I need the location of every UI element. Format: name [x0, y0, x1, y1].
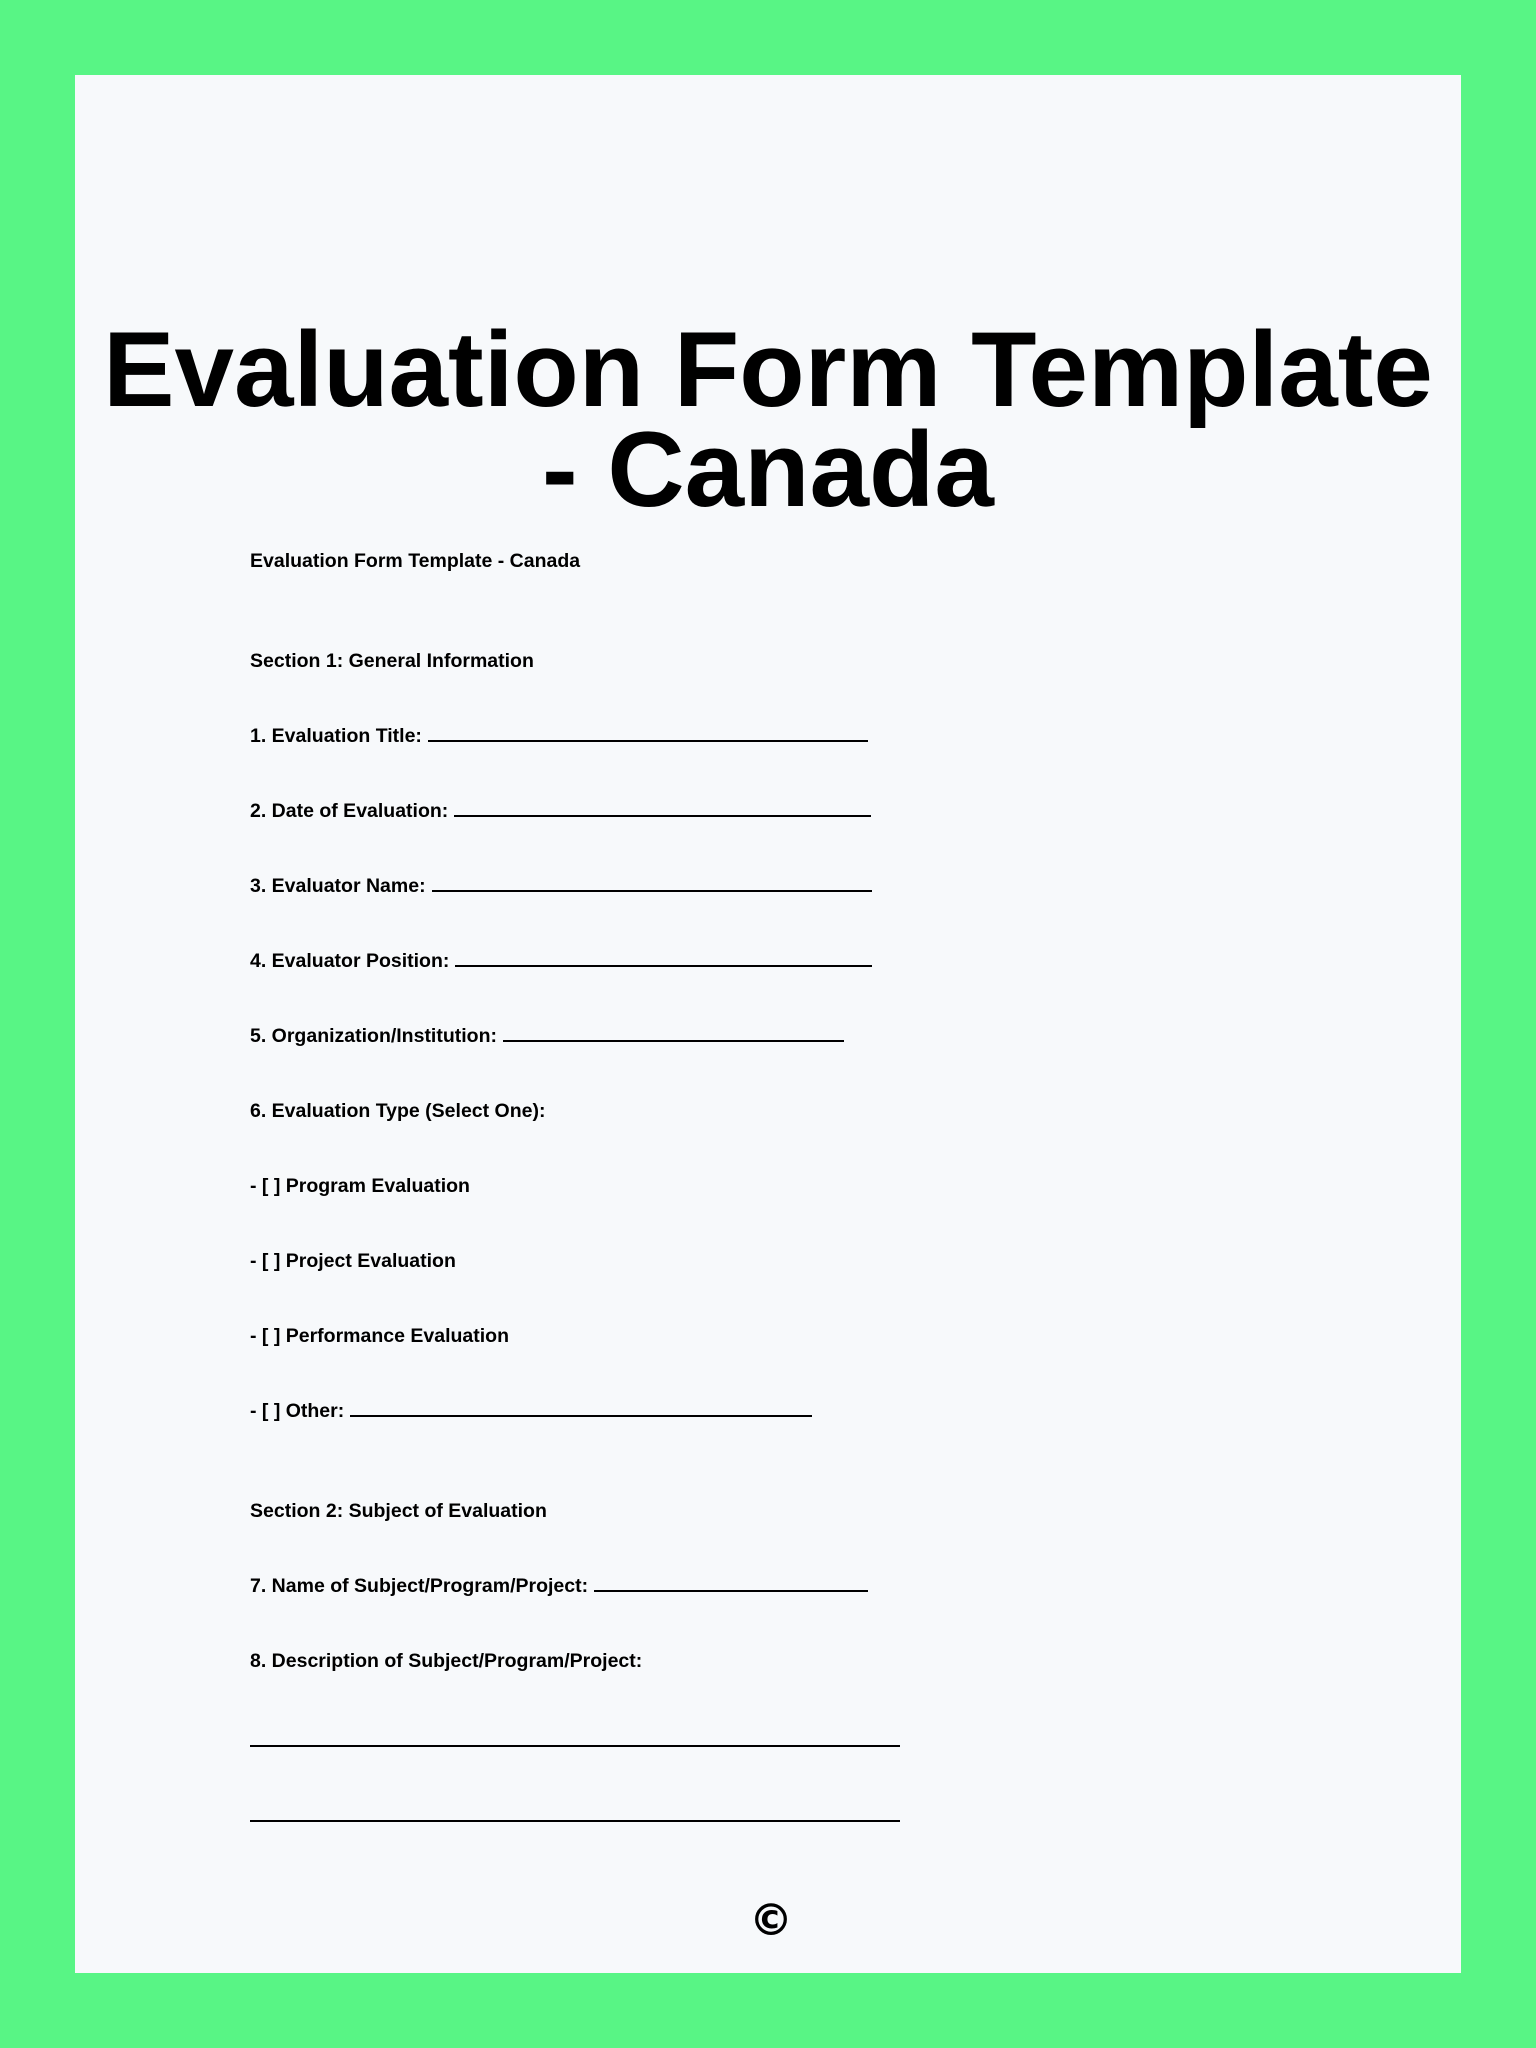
- evaluator-position-blank[interactable]: [455, 951, 872, 967]
- form-title: Evaluation Form Template - Canada: [250, 550, 581, 572]
- evaluation-title-blank[interactable]: [428, 726, 868, 742]
- evaluator-name-blank[interactable]: [432, 876, 872, 892]
- option-project-evaluation[interactable]: - [ ] Project Evaluation: [250, 1250, 456, 1272]
- field-date-of-evaluation: [250, 799, 871, 823]
- option-other-label[interactable]: - [ ] Other:: [250, 1400, 345, 1422]
- option-other: [250, 1399, 812, 1423]
- other-blank[interactable]: [350, 1401, 812, 1417]
- field-organization: [250, 1024, 844, 1048]
- field-label: 1. Evaluation Title:: [250, 725, 422, 747]
- date-of-evaluation-blank[interactable]: [454, 801, 871, 817]
- field-subject-description: 8. Description of Subject/Program/Project:: [250, 1650, 643, 1672]
- organization-blank[interactable]: [503, 1026, 844, 1042]
- field-evaluator-name: [250, 874, 872, 898]
- description-line-1[interactable]: [250, 1745, 900, 1747]
- field-evaluation-title: [250, 724, 868, 748]
- section-2-heading: Section 2: Subject of Evaluation: [250, 1500, 547, 1522]
- field-label: 5. Organization/Institution:: [250, 1025, 497, 1047]
- field-subject-name: [250, 1574, 868, 1598]
- field-label: 4. Evaluator Position:: [250, 950, 450, 972]
- field-label: 7. Name of Subject/Program/Project:: [250, 1575, 589, 1597]
- description-line-2[interactable]: [250, 1820, 900, 1822]
- option-performance-evaluation[interactable]: - [ ] Performance Evaluation: [250, 1325, 509, 1347]
- subject-name-blank[interactable]: [594, 1576, 868, 1592]
- field-evaluator-position: [250, 949, 872, 973]
- document-page: [75, 75, 1461, 1973]
- section-1-heading: Section 1: General Information: [250, 650, 534, 672]
- field-label: 2. Date of Evaluation:: [250, 800, 449, 822]
- field-label: 3. Evaluator Name:: [250, 875, 426, 897]
- copyright-icon: ©: [749, 1895, 793, 1946]
- option-program-evaluation[interactable]: - [ ] Program Evaluation: [250, 1175, 470, 1197]
- evaluation-type-question: 6. Evaluation Type (Select One):: [250, 1100, 546, 1122]
- page-title: Evaluation Form Template - Canada: [103, 309, 1433, 529]
